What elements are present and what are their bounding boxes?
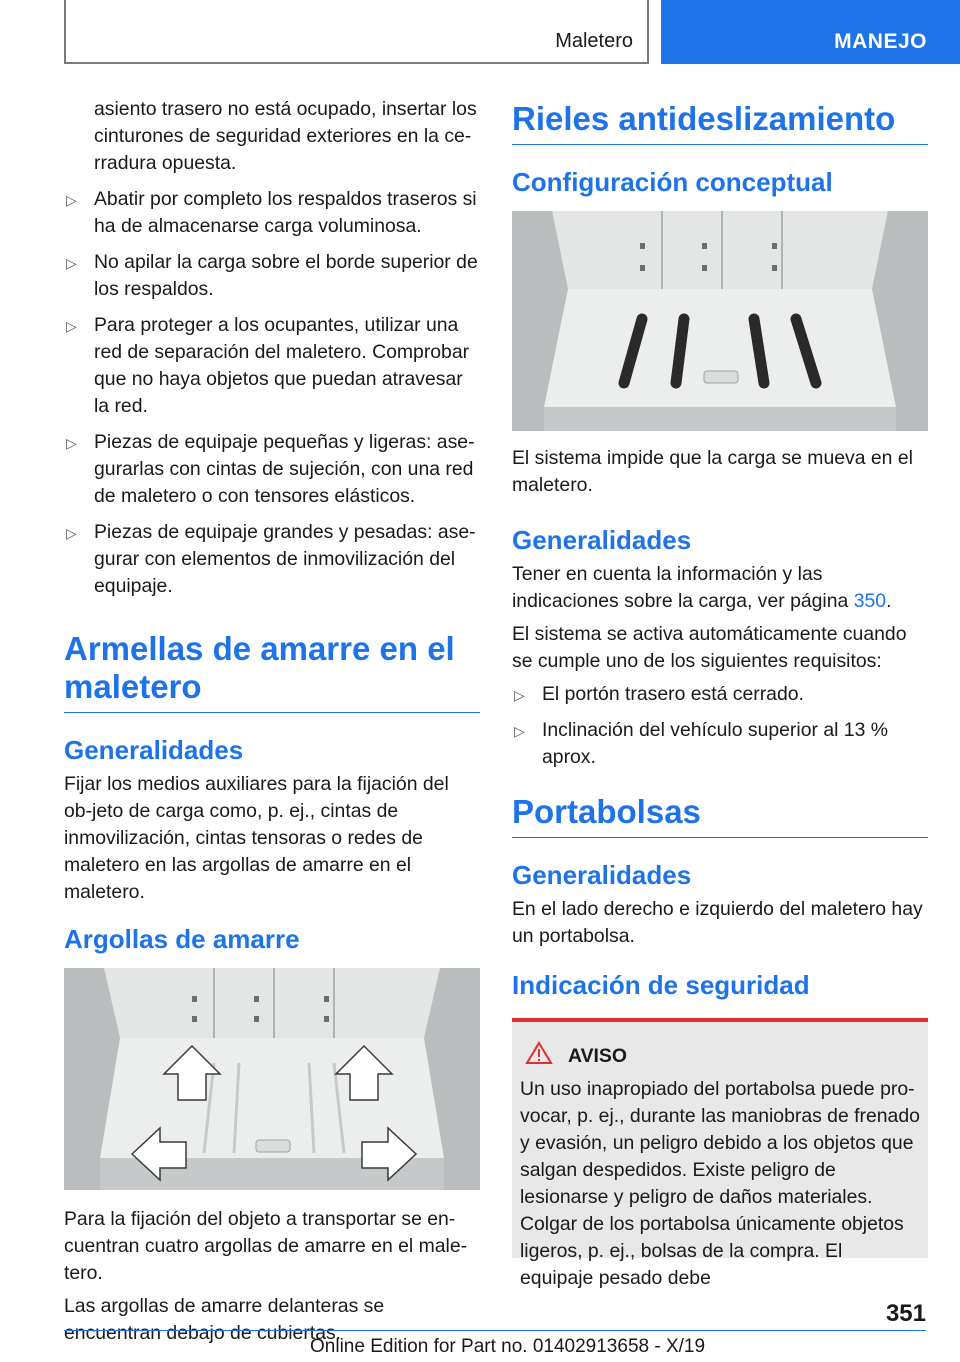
- list-item: ▷ Piezas de equipaje pequeñas y ligeras: ase-gurarlas con cintas de sujeción, con una red de maletero o con tensores elásticos.: [66, 431, 475, 507]
- triangle-bullet-icon: ▷: [66, 318, 77, 334]
- triangle-bullet-icon: ▷: [66, 525, 77, 541]
- anti-slip-rails-illustration: [512, 211, 928, 431]
- footer-divider: [64, 1330, 926, 1331]
- concept-paragraph: El sistema impide que la carga se mueva en el maletero.: [512, 447, 913, 496]
- bags-paragraph: En el lado derecho e izquierdo del maletero hay un portabolsa.: [512, 898, 923, 947]
- section-heading-anti-slip-rails: Rieles antideslizamiento: [512, 100, 928, 145]
- subheading-concept: Configuración conceptual: [512, 167, 833, 197]
- lashing-rings-illustration: [64, 968, 480, 1190]
- list-item: ▷ Inclinación del vehículo superior al 13 % aprox.: [514, 719, 889, 768]
- warning-title: [520, 1042, 920, 1070]
- subheading-safety-note: Indicación de seguridad: [512, 970, 810, 1000]
- section-heading-lashing-eyes: Armellas de amarre en el maletero: [64, 630, 480, 713]
- right-column: [512, 96, 928, 1289]
- header-section-title: Maletero: [555, 30, 633, 52]
- subheading-lashing-rings: Argollas de amarre: [64, 924, 300, 954]
- footer-edition: Online Edition for Part no. 01402913658 - X/19: [310, 1336, 706, 1357]
- requirements-bullet-list: [512, 681, 928, 771]
- warning-label: AVISO: [568, 1044, 627, 1067]
- warning-text: Un uso inapropiado del portabolsa puede pro-vocar, p. ej., durante las maniobras de frenado y evasión, un peligro debido a los objetos que salgan despedidos. Existe peligro de lesionarse y peligro de daños materiales. Colgar de los portabolsa únicamente objetos ligeros, p. ej., bolsas de la compra. El equipaje pesado debe: [520, 1078, 920, 1289]
- triangle-bullet-icon: ▷: [66, 435, 77, 451]
- list-item: ▷ No apilar la carga sobre el borde superior de los respaldos.: [66, 251, 478, 300]
- list-item: ▷ Piezas de equipaje grandes y pesadas: ase-gurar con elementos de inmovilización del equipaje.: [66, 521, 476, 597]
- list-item: ▷ Para proteger a los ocupantes, utilizar una red de separación del maletero. Comprobar que no haya objetos que puedan atravesar la red.: [66, 314, 470, 417]
- header-chapter-box: [661, 0, 960, 64]
- page-number: 351: [885, 1300, 926, 1327]
- list-item: ▷ El portón trasero está cerrado.: [512, 681, 928, 708]
- warning-triangle-icon: [526, 1042, 552, 1070]
- rails-activation-paragraph: El sistema se activa automáticamente cuando se cumple uno de los siguientes requisitos:: [512, 623, 907, 672]
- rails-general-paragraph: Tener en cuenta la información y las indicaciones sobre la carga, ver página 350.: [512, 563, 892, 612]
- subheading-bags-general: Generalidades: [512, 860, 692, 890]
- rings-paragraph-1: Para la fijación del objeto a transportar se en-cuentran cuatro argollas de amarre en el male-tero.: [64, 1208, 468, 1284]
- section-heading-bag-hooks: Portabolsas: [512, 793, 928, 838]
- warning-box: [512, 1018, 928, 1289]
- header-chapter-title: MANEJO: [834, 30, 927, 53]
- header-section-box: [64, 0, 649, 64]
- triangle-bullet-icon: ▷: [66, 192, 77, 208]
- safety-bullet-list: [64, 186, 480, 600]
- general-paragraph: Fijar los medios auxiliares para la fijación del ob-jeto de carga como, p. ej., cintas de inmovilización, cintas tensoras o redes de maletero en las argollas de amarre en el maletero.: [64, 773, 449, 903]
- triangle-bullet-icon: ▷: [514, 687, 525, 703]
- triangle-bullet-icon: ▷: [514, 723, 525, 739]
- rings-paragraph-2: Las argollas de amarre delanteras se encuentran debajo de cubiertas.: [64, 1295, 385, 1344]
- triangle-bullet-icon: ▷: [66, 255, 77, 271]
- subheading-general: Generalidades: [64, 735, 244, 765]
- page-reference-link[interactable]: 350: [853, 590, 887, 612]
- list-item: ▷ Abatir por completo los respaldos traseros si ha de almacenarse carga voluminosa.: [66, 188, 477, 237]
- subheading-general-rails: Generalidades: [512, 525, 692, 555]
- left-column: [64, 96, 480, 1353]
- intro-paragraph: asiento trasero no está ocupado, insertar los cinturones de seguridad exteriores en la ce-rradura opuesta.: [94, 98, 477, 174]
